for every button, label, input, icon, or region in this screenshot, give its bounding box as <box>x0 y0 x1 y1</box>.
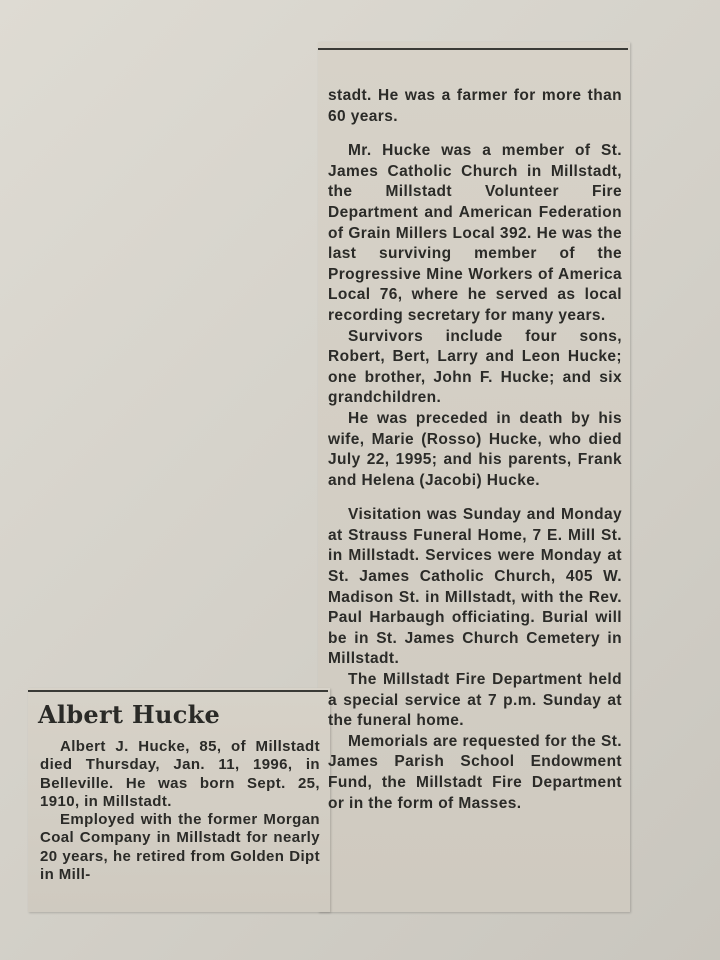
paragraph: Employed with the former Morgan Coal Company in Millstadt for nearly 20 years, he retired from Golden Dipt in Mill- <box>40 811 320 884</box>
paragraph-gap <box>328 127 622 141</box>
paragraph: Albert J. Hucke, 85, of Millstadt died Thursday, Jan. 11, 1996, in Belleville. He was born Sept. 25, 1910, in Millstadt. <box>40 738 320 810</box>
obituary-headline: Albert Hucke <box>38 700 221 729</box>
paragraph: Survivors include four sons, Robert, Bert, Larry and Leon Hucke; one brother, John F. Hucke; and six grandchildren. <box>328 327 622 407</box>
paragraph: He was preceded in death by his wife, Marie (Rosso) Hucke, who died July 22, 1995; and his parents, Frank and Helena (Jacobi) Hucke. <box>328 409 622 489</box>
right-column-text <box>328 86 622 814</box>
paragraph: The Millstadt Fire Department held a special service at 7 p.m. Sunday at the funeral home. <box>328 671 622 730</box>
top-rule <box>318 48 628 50</box>
paragraph-gap <box>328 491 622 505</box>
paragraph: Mr. Hucke was a member of St. James Catholic Church in Millstadt, the Millstadt Volunteer Fire Department and American Federation of Grain Millers Local 392. He was the last surviving member of the Progressive Mine Workers of America Local 76, where he served as local recording secretary for many years. <box>328 142 622 324</box>
paragraph: Memorials are requested for the St. James Parish School Endowment Fund, the Millstadt Fire Department or in the form of Masses. <box>328 732 622 812</box>
headline-rule <box>28 690 328 692</box>
paragraph: stadt. He was a farmer for more than 60 years. <box>328 87 622 125</box>
left-column-text <box>40 738 320 884</box>
paragraph: Visitation was Sunday and Monday at Strauss Funeral Home, 7 E. Mill St. in Millstadt. Services were Monday at St. James Catholic Church, 405 W. Madison St. in Millstadt, with the Rev. Paul Harbaugh officiating. Burial will be in St. James Church Cemetery in Millstadt. <box>328 506 622 668</box>
